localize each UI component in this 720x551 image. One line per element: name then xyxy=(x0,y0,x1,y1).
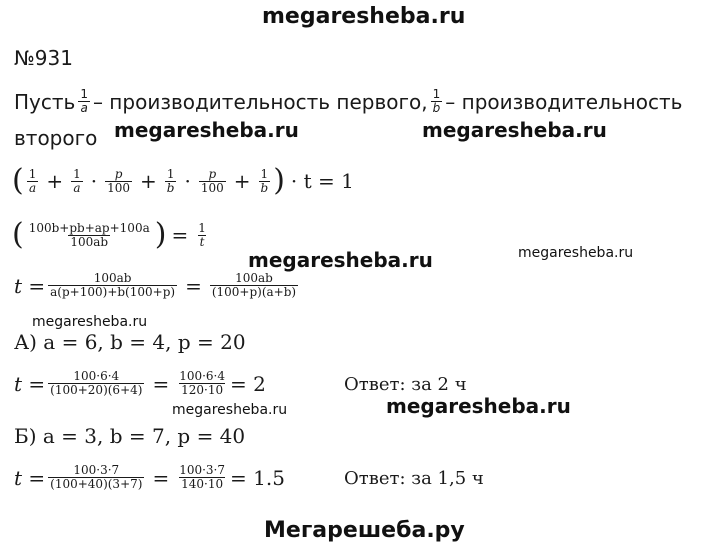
part-a-frac-2: $\frac{100\cdot 6\cdot 4}{120\cdot 10}$ xyxy=(179,369,226,397)
watermark: megaresheba.ru xyxy=(386,394,571,418)
part-b-equation: t = $\frac{100\cdot 3\cdot 7}{(100+40)(3+7)}$ = $\frac{100\cdot 3\cdot 7}{140\cdot 10}$ = 1.5 xyxy=(14,463,285,491)
watermark: megaresheba.ru xyxy=(32,314,148,330)
watermark: megaresheba.ru xyxy=(248,248,433,272)
intro-line xyxy=(14,88,682,115)
site-footer: Мегарешеба.ру xyxy=(264,518,465,543)
intro-text-second: – производительность xyxy=(445,89,683,114)
part-b-frac-1: $\frac{100\cdot 3\cdot 7}{(100+40)(3+7)}$ xyxy=(50,463,143,491)
intro-text-first: – производительность первого, xyxy=(92,89,428,114)
problem-number: №931 xyxy=(14,46,73,70)
watermark: megaresheba.ru xyxy=(518,245,634,261)
eq1-frac-2: $\frac{1}{a}$ xyxy=(73,166,81,195)
part-a-label: А) a = 6, b = 4, p = 20 xyxy=(14,330,246,354)
eq3-frac-1: $\frac{100ab}{a(p+100)+b(100+p)}$ xyxy=(50,271,176,299)
equation-2: ( $\frac{100b+pb+ap+100a}{100ab}$ ) = $\frac{1}{t}$ xyxy=(12,217,206,252)
eq2-rhs-frac: $\frac{1}{t}$ xyxy=(198,220,206,249)
intro-text-second-line: второго xyxy=(14,126,98,150)
intro-fraction-b: $\frac{1}{b}$ xyxy=(432,87,441,115)
part-a-answer: Ответ: за 2 ч xyxy=(344,374,467,395)
part-a-frac-1: $\frac{100\cdot 6\cdot 4}{(100+20)(6+4)}$ xyxy=(50,369,143,397)
part-b-answer: Ответ: за 1,5 ч xyxy=(344,468,484,489)
eq1-frac-6: $\frac{1}{b}$ xyxy=(260,166,269,195)
watermark: megaresheba.ru xyxy=(114,118,299,142)
intro-fraction-a: $\frac{1}{a}$ xyxy=(80,87,88,115)
part-b-result: = 1.5 xyxy=(230,465,285,490)
eq1-tail: · t = 1 xyxy=(290,169,354,193)
part-b-label: Б) a = 3, b = 7, p = 40 xyxy=(14,424,246,448)
part-a-result: = 2 xyxy=(230,371,266,396)
eq1-frac-3: $\frac{p}{100}$ xyxy=(107,166,131,195)
part-b-frac-2: $\frac{100\cdot 3\cdot 7}{140\cdot 10}$ xyxy=(179,463,226,491)
eq2-frac: $\frac{100b+pb+ap+100a}{100ab}$ xyxy=(28,220,150,249)
part-a-equation: t = $\frac{100\cdot 6\cdot 4}{(100+20)(6+4)}$ = $\frac{100\cdot 6\cdot 4}{120\cdot 10}$ = 2 xyxy=(14,369,266,397)
eq1-frac-4: $\frac{1}{b}$ xyxy=(166,166,175,195)
equation-3: t = $\frac{100ab}{a(p+100)+b(100+p)}$ = $\frac{100ab}{(100+p)(a+b)}$ xyxy=(14,271,297,299)
watermark: megaresheba.ru xyxy=(172,402,288,418)
eq3-frac-2: $\frac{100ab}{(100+p)(a+b)}$ xyxy=(211,271,297,299)
watermark: megaresheba.ru xyxy=(422,118,607,142)
site-header: megaresheba.ru xyxy=(262,4,466,29)
equation-1: ( $\frac{1}{a}$ + $\frac{1}{a}$ · $\frac{p}{100}$ + $\frac{1}{b}$ · $\frac{p}{100}$ + $\frac{1}{b}$ ) · t = 1 xyxy=(12,163,354,198)
eq3-lhs: t = xyxy=(14,273,46,298)
eq1-frac-1: $\frac{1}{a}$ xyxy=(28,166,37,195)
eq1-frac-5: $\frac{p}{100}$ xyxy=(200,166,224,195)
intro-word: Пусть xyxy=(14,89,76,114)
